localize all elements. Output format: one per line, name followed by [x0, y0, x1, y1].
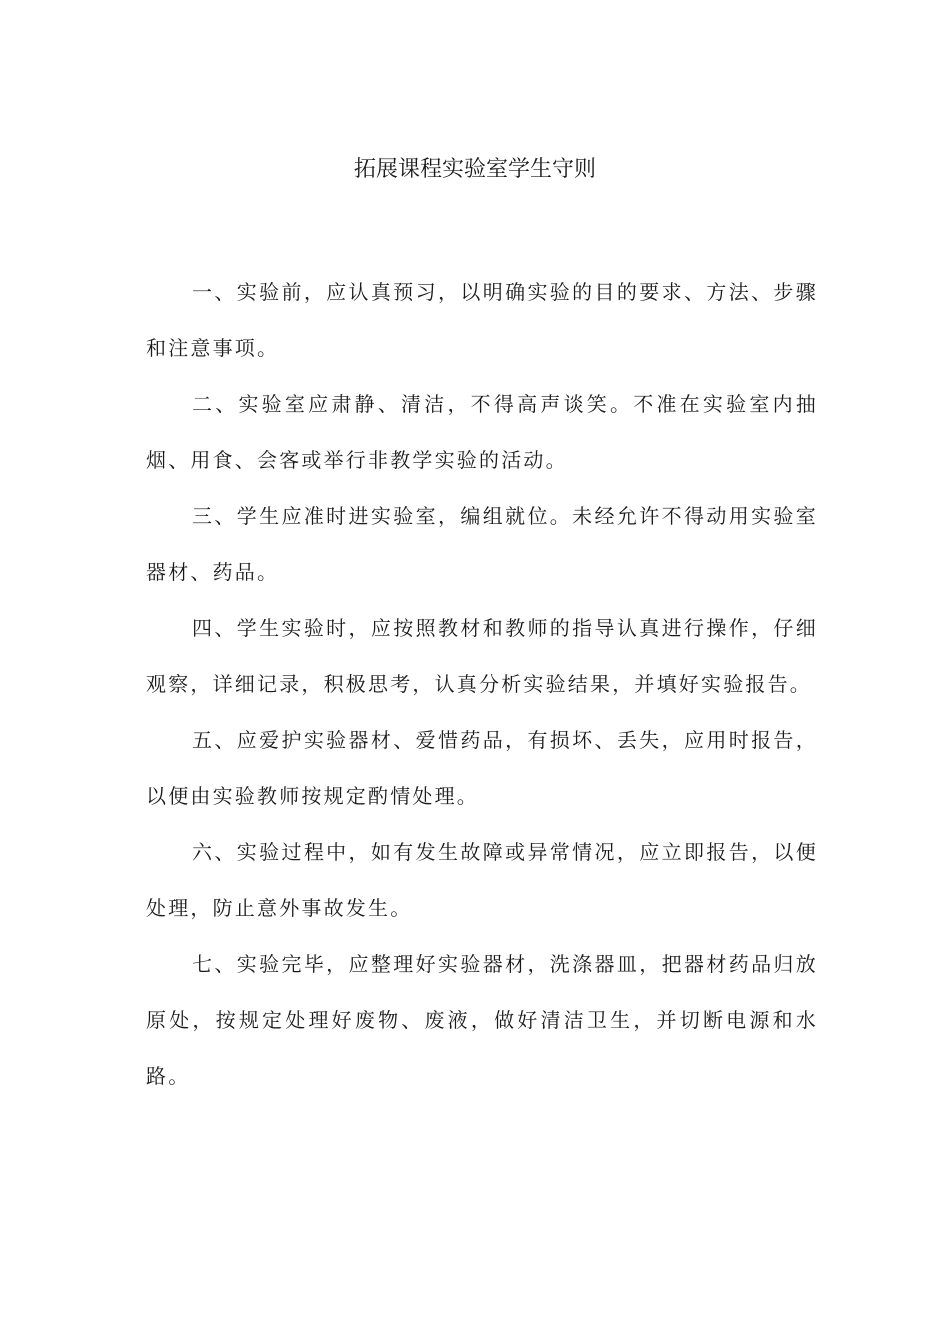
rule-paragraph-3: 三、学生应准时进实验室，编组就位。未经允许不得动用实验室器材、药品。 — [146, 504, 818, 584]
rule-paragraph-7: 七、实验完毕，应整理好实验器材，洗涤器皿，把器材药品归放原处，按规定处理好废物、废液，做好清洁卫生，并切断电源和水路。 — [146, 952, 818, 1088]
rule-paragraph-2: 二、实验室应肃静、清洁，不得高声谈笑。不准在实验室内抽烟、用食、会客或举行非教学实验的活动。 — [146, 392, 818, 472]
rules-body — [146, 264, 818, 1104]
rule-paragraph-6: 六、实验过程中，如有发生故障或异常情况，应立即报告，以便处理，防止意外事故发生。 — [146, 840, 818, 920]
rule-paragraph-1: 一、实验前，应认真预习，以明确实验的目的要求、方法、步骤和注意事项。 — [146, 280, 818, 360]
page-title: 拓展课程实验室学生守则 — [353, 157, 596, 182]
rule-paragraph-5: 五、应爱护实验器材、爱惜药品，有损坏、丢失，应用时报告，以便由实验教师按规定酌情处理。 — [146, 728, 818, 808]
rule-paragraph-4: 四、学生实验时，应按照教材和教师的指导认真进行操作，仔细观察，详细记录，积极思考，认真分析实验结果，并填好实验报告。 — [146, 616, 818, 696]
